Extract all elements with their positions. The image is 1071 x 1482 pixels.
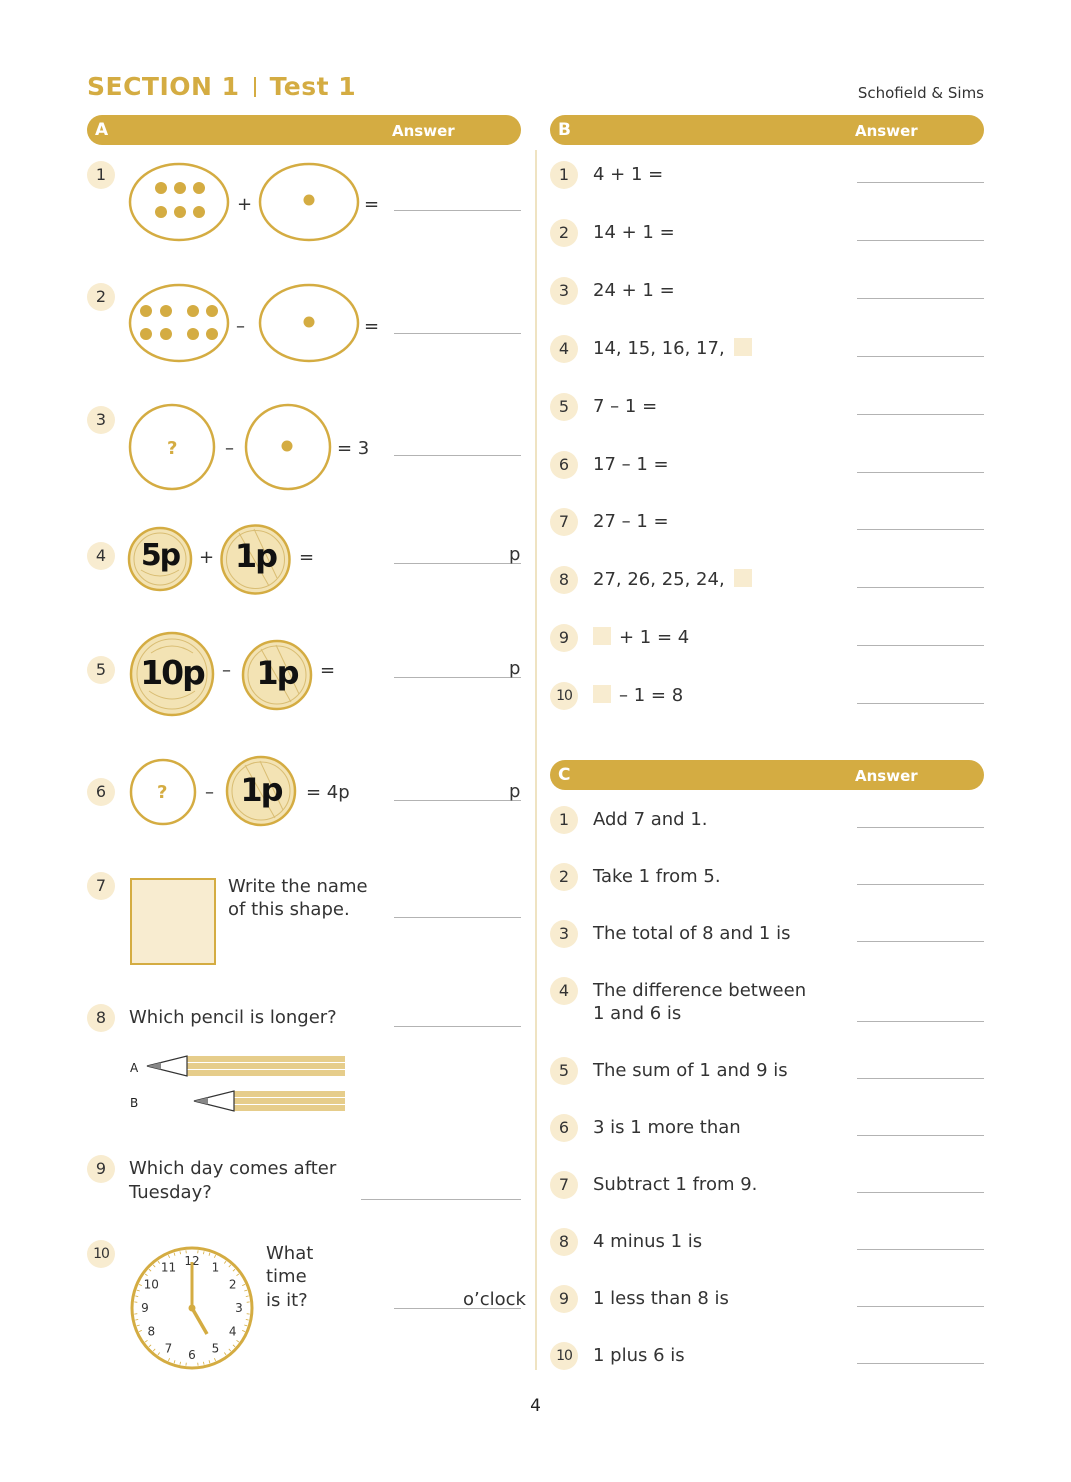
question-number: 8 [550,1228,578,1256]
answer-line[interactable] [394,210,521,211]
answer-line[interactable] [394,677,521,678]
coin-label: 1p [256,654,298,692]
question-number: 8 [87,1004,115,1032]
question-text-row [593,221,675,244]
question-number: 5 [550,393,578,421]
answer-line[interactable] [857,645,984,646]
question-text: 1 and 6 is [593,1003,682,1024]
section-c-letter: C [558,765,571,785]
question-number: 9 [87,1155,115,1183]
question-number: 1 [550,806,578,834]
answer-line[interactable] [857,298,984,299]
question-number: 10 [550,682,578,710]
answer-line[interactable] [857,1306,984,1307]
coin-label: 1p [240,771,282,809]
question-number: 2 [550,863,578,891]
clock-number: 11 [160,1260,177,1275]
coin-label: 5p [140,538,180,573]
answer-line[interactable] [361,1199,521,1200]
operator: – [222,660,231,681]
answer-line[interactable] [857,1135,984,1136]
question-text-row [593,453,669,476]
section-a-letter: A [95,120,109,140]
page-title [87,72,356,101]
answer-line[interactable] [857,827,984,828]
question-text: Subtract 1 from 9. [593,1174,758,1195]
question-number: 2 [550,219,578,247]
clock-number: 10 [143,1277,159,1292]
question-text: The difference between [593,980,807,1001]
answer-line[interactable] [857,703,984,704]
column-divider [535,150,537,1370]
question-number: 1 [87,161,115,189]
answer-line[interactable] [857,884,984,885]
question-number: 3 [87,406,115,434]
question-number: 8 [550,566,578,594]
question-number: 4 [87,542,115,570]
equals: = [364,316,380,337]
question-text: 27 – 1 = [593,511,669,532]
missing-number-box [593,627,611,645]
question-text: of this shape. [228,899,350,920]
clock-number: 9 [141,1301,149,1315]
question-number: 6 [550,451,578,479]
question-number: 1 [550,161,578,189]
pencil-label-a: A [130,1061,139,1075]
section-a-answer-label: Answer [392,122,455,140]
question-text: What [266,1243,314,1264]
question-number: 5 [87,656,115,684]
answer-line[interactable] [857,587,984,588]
section-c-answer-label: Answer [855,767,918,785]
answer-line[interactable] [394,1026,521,1027]
answer-line[interactable] [857,414,984,415]
question-number: 4 [550,335,578,363]
question-text: Write the name [228,876,368,897]
question-text: 4 minus 1 is [593,1231,703,1252]
coin-label: 10p [140,653,204,692]
answer-line[interactable] [857,1021,984,1022]
unknown-mark: ? [167,438,178,459]
answer-line[interactable] [857,356,984,357]
clock-number: 1 [211,1260,220,1275]
question-number: 7 [550,508,578,536]
unit-label: o’clock [463,1289,526,1310]
clock-number: 7 [164,1341,173,1356]
question-number: 5 [550,1057,578,1085]
answer-line[interactable] [857,182,984,183]
operator: – [205,782,214,803]
answer-line[interactable] [857,1078,984,1079]
question-text: is it? [266,1290,308,1311]
question-text: 4 + 1 = [593,164,664,185]
answer-line[interactable] [857,240,984,241]
section-c-band [550,760,984,790]
question-text: Which pencil is longer? [129,1007,337,1028]
question-text: 3 is 1 more than [593,1117,741,1138]
answer-line[interactable] [394,800,521,801]
question-number: 3 [550,920,578,948]
question-number: 10 [87,1240,115,1268]
unit-label: p [509,781,521,802]
answer-line[interactable] [857,1192,984,1193]
section-a-band [87,115,521,145]
question-text: 1 less than 8 is [593,1288,729,1309]
pencils-illustration [145,1052,347,1116]
equals-three: = 3 [337,438,370,459]
question-text: Add 7 and 1. [593,809,708,830]
question-text: 7 – 1 = [593,396,658,417]
question-text: time [266,1266,307,1287]
question-text-row [593,626,689,649]
answer-line[interactable] [394,333,521,334]
clock-center [189,1305,196,1312]
question-number: 10 [550,1342,578,1370]
question-text: – 1 = 8 [619,685,684,706]
question-text: The sum of 1 and 9 is [593,1060,788,1081]
question-number: 9 [550,624,578,652]
clock-number: 4 [228,1324,237,1339]
title-divider [254,77,256,97]
equals-4p: = 4p [306,782,350,803]
question-text: The total of 8 and 1 is [593,923,791,944]
page-number: 4 [530,1396,541,1416]
question-text: Tuesday? [129,1182,212,1203]
question-number: 7 [87,872,115,900]
answer-line[interactable] [394,563,521,564]
question-text: 14 + 1 = [593,222,675,243]
operator: + [199,547,215,568]
answer-line[interactable] [394,455,521,456]
question-number: 7 [550,1171,578,1199]
clock-face [129,1245,255,1371]
missing-number-box [593,685,611,703]
question-text: Which day comes after [129,1158,337,1179]
square-shape [130,878,216,965]
operator: + [237,194,253,215]
clock-number: 6 [188,1348,196,1362]
test-title: Test 1 [269,72,357,101]
question-number: 6 [550,1114,578,1142]
question-text: 14, 15, 16, 17, [593,338,725,359]
clock-number: 3 [235,1301,243,1315]
answer-line[interactable] [857,1249,984,1250]
clock-number: 12 [184,1254,200,1268]
question-text-row [593,684,683,707]
clock-number: 8 [147,1324,156,1339]
answer-line[interactable] [857,472,984,473]
question-text-row [593,510,669,533]
question-text: + 1 = 4 [619,627,690,648]
question-text-row [593,163,663,186]
unknown-mark: ? [157,782,168,803]
answer-line[interactable] [857,941,984,942]
coin-label: 1p [234,537,277,575]
publisher-name: Schofield & Sims [857,84,984,102]
question-text-row [593,279,675,302]
clock-number: 2 [228,1277,237,1292]
section-b-answer-label: Answer [855,122,918,140]
question-number: 4 [550,977,578,1005]
unit-label: p [509,544,521,565]
question-text: 1 plus 6 is [593,1345,685,1366]
question-number: 6 [87,778,115,806]
equals: = [320,660,336,681]
question-number: 9 [550,1285,578,1313]
unit-label: p [509,658,521,679]
answer-line[interactable] [394,917,521,918]
operator: – [236,316,245,337]
equals: = [364,194,380,215]
equals: = [299,547,315,568]
answer-line[interactable] [857,529,984,530]
missing-number-box [734,338,752,356]
question-text: 27, 26, 25, 24, [593,569,725,590]
question-text-row [593,568,752,591]
section-b-letter: B [558,120,571,140]
question-number: 3 [550,277,578,305]
section-title: SECTION 1 [87,72,240,101]
question-text-row [593,395,657,418]
answer-line[interactable] [857,1363,984,1364]
pencil-label-b: B [130,1096,139,1110]
operator: – [225,438,234,459]
missing-number-box [734,569,752,587]
clock-number: 5 [211,1341,220,1356]
question-number: 2 [87,283,115,311]
question-text: Take 1 from 5. [593,866,721,887]
question-text-row [593,337,752,360]
section-b-band [550,115,984,145]
question-text: 24 + 1 = [593,280,675,301]
question-text: 17 – 1 = [593,454,669,475]
